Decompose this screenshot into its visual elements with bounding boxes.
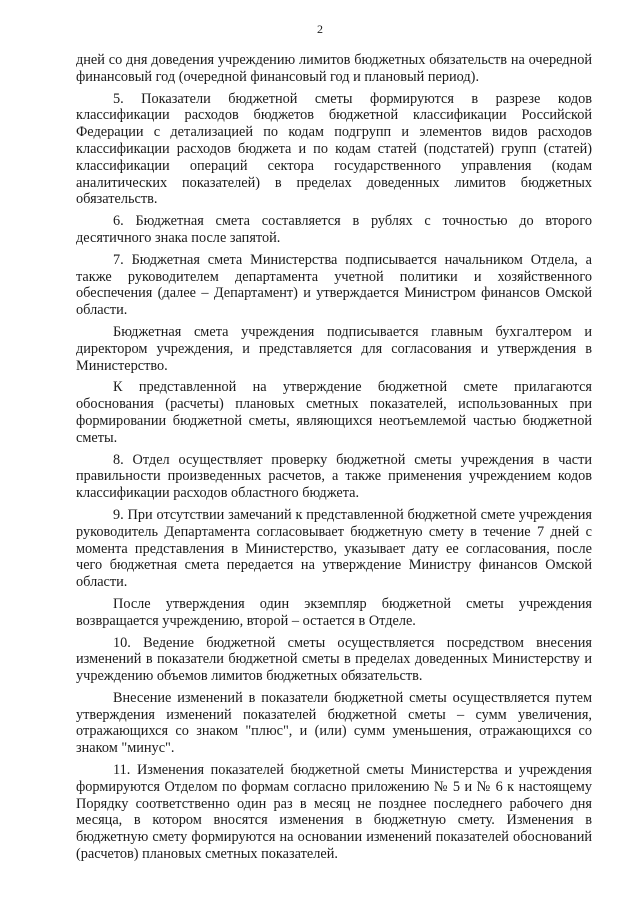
paragraph: Внесение изменений в показатели бюджетной сметы осуществляется путем утверждения изменений показателей бюджетной сметы – сумм увеличения, отражающихся со знаком "плюс", и (или) сумм уменьшения, отражающихся со знаком "минус". bbox=[76, 689, 592, 757]
document-body bbox=[76, 52, 592, 868]
paragraph: 8. Отдел осуществляет проверку бюджетной сметы учреждения в части правильности произведенных расчетов, а также применения учреждением кодов классификации расходов областного бюджета. bbox=[76, 451, 592, 502]
paragraph: 10. Ведение бюджетной сметы осуществляется посредством внесения изменений в показатели бюджетной сметы в пределах доведенных Министерству и учреждению объемов лимитов бюджетных обязательств. bbox=[76, 634, 592, 685]
paragraph: К представленной на утверждение бюджетной смете прилагаются обоснования (расчеты) плановых сметных показателей, использованных при формировании бюджетной сметы, являющихся неотъемлемой частью бюджетной сметы. bbox=[76, 379, 592, 446]
paragraph: 5. Показатели бюджетной сметы формируются в разрезе кодов классификации расходов бюджетов бюджетной классификации Российской Федерации с детализацией по кодам подгрупп и элементов видов расходов классификации расходов бюджета и по кодам статей (подстатей) групп (статей) классификации операций сектора государственного управления (кодам аналитических показателей) в пределах доведенных лимитов бюджетных обязательств. bbox=[76, 90, 592, 208]
paragraph: 7. Бюджетная смета Министерства подписывается начальником Отдела, а также руководителем департамента учетной политики и хозяйственного обеспечения (далее – Департамент) и утверждается Министром финансов Омской области. bbox=[76, 251, 592, 319]
paragraph: 6. Бюджетная смета составляется в рублях с точностью до второго десятичного знака после запятой. bbox=[76, 213, 592, 246]
paragraph: 9. При отсутствии замечаний к представленной бюджетной смете учреждения руководитель Департамента согласовывает бюджетную смету в течение 7 дней с момента представления в Министерство, указывает дату ее согласования, после чего бюджетная смета передается на утверждение Министру финансов Омской области. bbox=[76, 506, 592, 591]
paragraph: дней со дня доведения учреждению лимитов бюджетных обязательств на очередной финансовый год (очередной финансовый год и плановый период). bbox=[76, 52, 592, 85]
paragraph: После утверждения один экземпляр бюджетной сметы учреждения возвращается учреждению, второй – остается в Отделе. bbox=[76, 595, 592, 629]
paragraph: Бюджетная смета учреждения подписывается главным бухгалтером и директором учреждения, и представляется для согласования и утверждения в Министерство. bbox=[76, 323, 592, 374]
page-number: 2 bbox=[317, 22, 323, 36]
paragraph: 11. Изменения показателей бюджетной сметы Министерства и учреждения формируются Отделом по формам согласно приложению № 5 и № 6 к настоящему Порядку соответственно один раз в месяц не позднее последнего рабочего дня месяца, в котором вносятся изменения в бюджетную смету. Изменения в бюджетную смету формируются на основании изменений показателей обоснований (расчетов) плановых сметных показателей. bbox=[76, 762, 592, 863]
